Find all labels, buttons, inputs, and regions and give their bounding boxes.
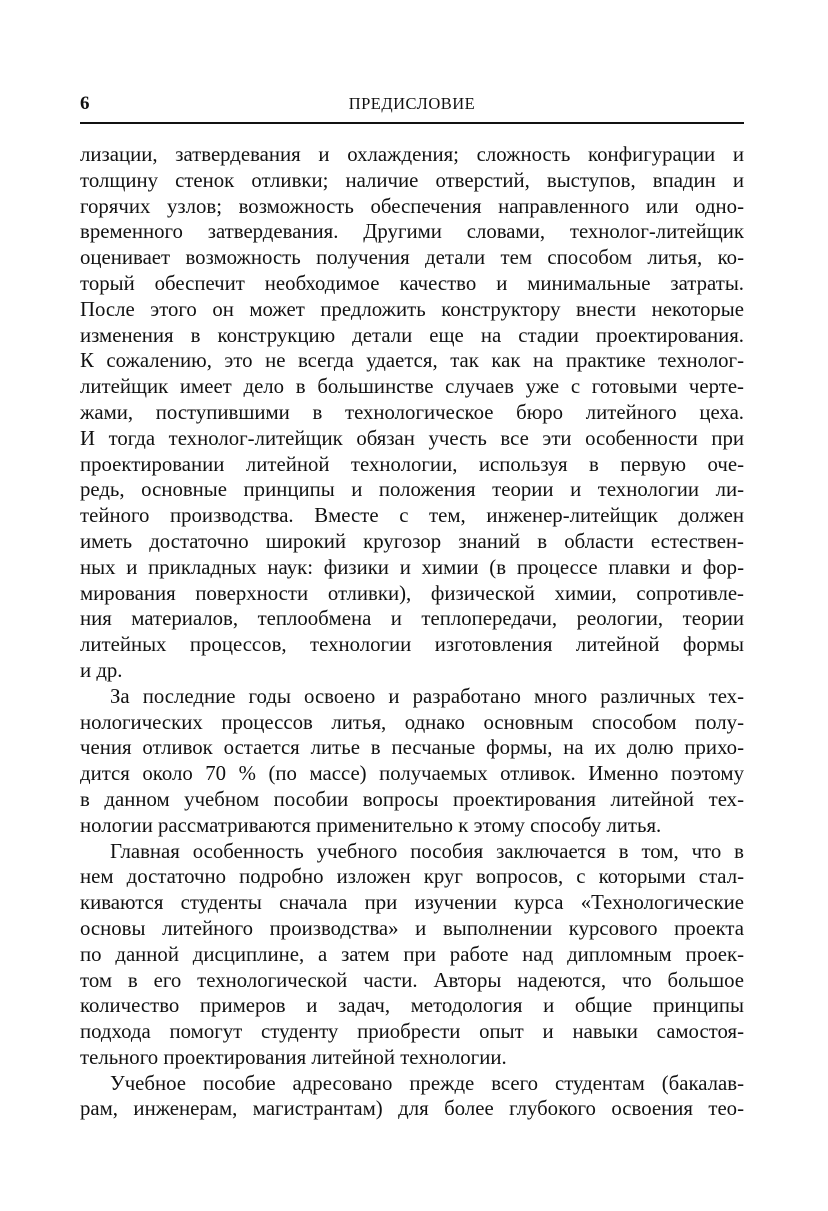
text-line: ния материалов, теплообмена и теплопередачи, реологии, теории [80,607,744,631]
text-line: мирования поверхности отливки), физической химии, сопротивле- [80,581,744,605]
text-line: редь, основные принципы и положения теории и технологии ли- [80,478,744,502]
text-line: нологических процессов литья, однако основным способом полу- [80,710,744,734]
text-line: временного затвердевания. Другими словами, технолог-литейщик [80,220,744,244]
paragraph-1 [80,142,744,684]
text-line: тейного производства. Вместе с тем, инженер-литейщик должен [80,504,744,528]
text-line: торый обеспечит необходимое качество и минимальные затраты. [80,271,744,295]
text-line: К сожалению, это не всегда удается, так как на практике технолог- [80,349,744,373]
text-line: киваются студенты сначала при изучении курса «Технологические [80,891,744,915]
text-line: Учебное пособие адресовано прежде всего студентам (бакалав- [110,1071,744,1095]
running-header [80,90,744,124]
text-line: горячих узлов; возможность обеспечения направленного или одно- [80,194,744,218]
text-line: основы литейного производства» и выполнении курсового проекта [80,916,744,940]
text-line: рам, инженерам, магистрантам) для более глубокого освоения тео- [80,1097,744,1121]
text-line: проектировании литейной технологии, используя в первую оче- [80,452,744,476]
paragraph-2 [80,684,744,839]
text-line: тельного проектирования литейной технологии. [80,1045,507,1069]
text-line: И тогда технолог-литейщик обязан учесть все эти особенности при [80,426,744,450]
text-line: в данном учебном пособии вопросы проектирования литейной тех- [80,787,744,811]
text-line: жами, поступившими в технологическое бюро литейного цеха. [80,400,744,424]
text-line: дится около 70 % (по массе) получаемых отливок. Именно поэтому [80,762,744,786]
text-line: количество примеров и задач, методология и общие принципы [80,994,744,1018]
text-line: по данной дисциплине, а затем при работе над дипломным проек- [80,942,744,966]
text-line: литейных процессов, технологии изготовления литейной формы [80,633,744,657]
text-line: оценивает возможность получения детали тем способом литья, ко- [80,246,744,270]
text-line: и др. [80,658,123,682]
page-number: 6 [80,93,90,114]
text-line: подхода помогут студенту приобрести опыт и навыки самостоя- [80,1020,744,1044]
text-line: лизации, затвердевания и охлаждения; сложность конфигурации и [80,143,744,166]
paragraph-4 [80,1071,744,1123]
text-line: За последние годы освоено и разработано много различных тех- [110,684,744,708]
text-line: изменения в конструкцию детали еще на стадии проектирования. [80,323,744,347]
text-line: чения отливок остается литье в песчаные формы, на их долю прихо- [80,736,744,760]
text-line: После этого он может предложить конструктору внести некоторые [80,297,744,321]
body-text [80,142,744,1122]
paragraph-3 [80,839,744,1071]
text-line: том в его технологической части. Авторы надеются, что большое [80,968,744,992]
text-line: нем достаточно подробно изложен круг вопросов, с которыми стал- [80,865,744,889]
text-line: нологии рассматриваются применительно к этому способу литья. [80,813,662,837]
text-line: ных и прикладных наук: физики и химии (в процессе плавки и фор- [80,555,744,579]
book-page [80,90,744,1122]
text-line: литейщик имеет дело в большинстве случаев уже с готовыми черте- [80,375,744,399]
text-line: Главная особенность учебного пособия заключается в том, что в [110,839,744,863]
text-line: толщину стенок отливки; наличие отверстий, выступов, впадин и [80,168,744,192]
section-title: ПРЕДИСЛОВИЕ [348,94,476,113]
text-line: иметь достаточно широкий кругозор знаний в области естествен- [80,529,744,553]
